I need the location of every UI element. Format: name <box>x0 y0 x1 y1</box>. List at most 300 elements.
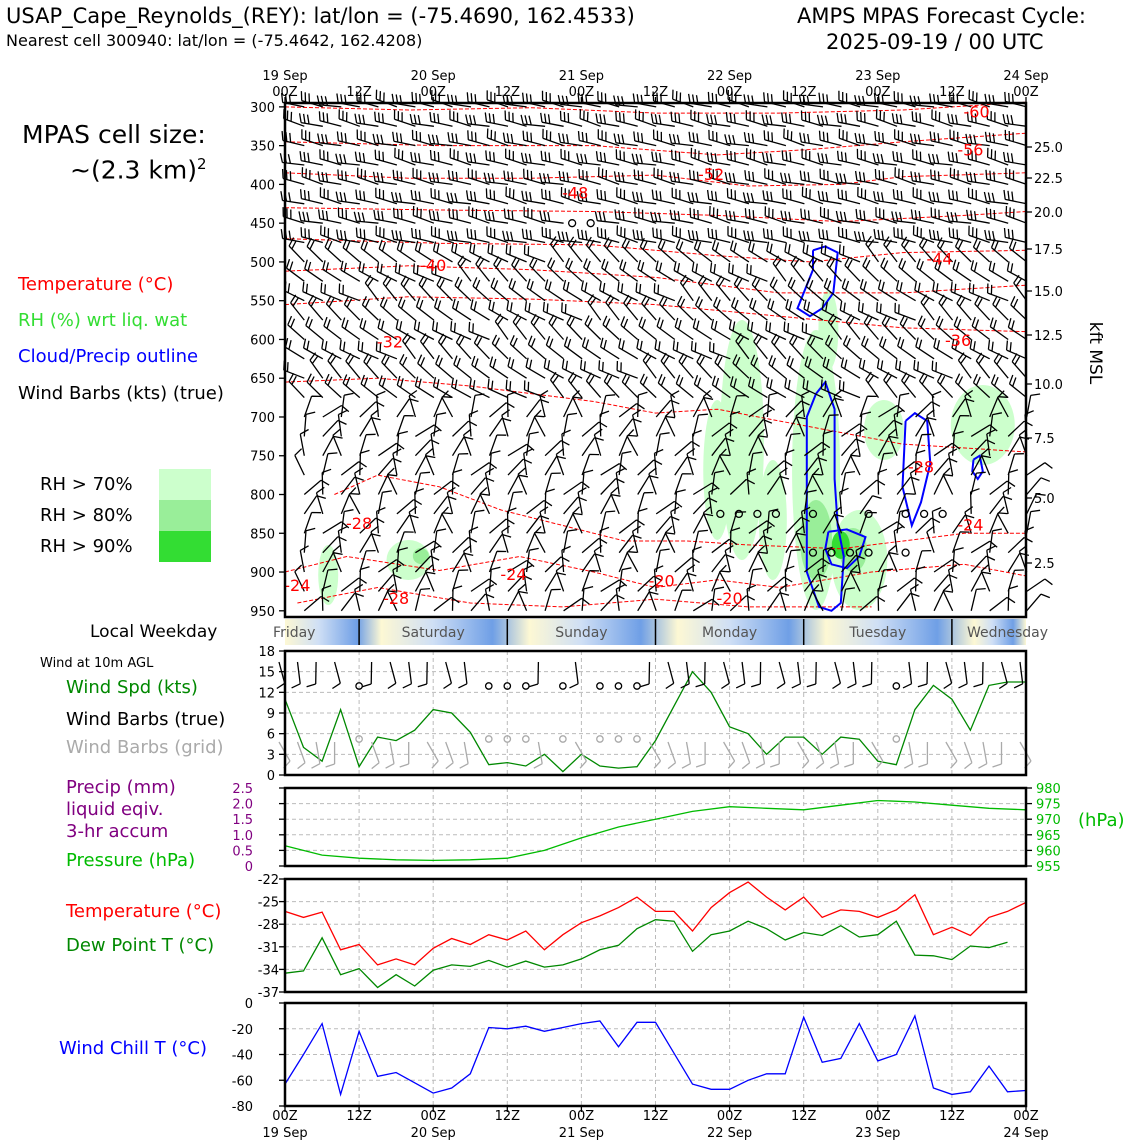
time-tick-hour-bottom: 00Z <box>1013 1109 1039 1124</box>
wind-barb <box>561 111 583 126</box>
calm-wind-marker <box>921 510 928 517</box>
wind-barb <box>1005 228 1027 243</box>
wind-barb <box>957 295 971 320</box>
time-tick-date-top: 21 Sep <box>558 69 604 84</box>
wind-barb <box>556 449 564 476</box>
wind-barb <box>397 432 408 456</box>
wind-barb <box>673 340 693 359</box>
isotherm-label: -32 <box>376 332 404 352</box>
wind-barb <box>1008 318 1026 339</box>
isotherm-label: -56 <box>957 140 984 160</box>
wind-barb <box>953 548 964 572</box>
grid-wind-barb <box>386 742 394 768</box>
surface-wind-barb <box>1014 662 1023 688</box>
grid-wind-barb <box>446 742 454 769</box>
precip-label-2: liquid eqiv. <box>66 799 164 820</box>
wind-barb <box>526 358 545 378</box>
wind-barb <box>601 338 620 359</box>
pressure-tick-label: 955 <box>1036 860 1061 875</box>
wind-barb <box>531 314 545 339</box>
wind-barb <box>912 111 934 126</box>
wind-barb <box>603 316 619 340</box>
wind-barb <box>949 190 972 204</box>
wind-barb <box>673 90 694 107</box>
wind-barb <box>485 113 508 127</box>
precip-tick-label: 0.5 <box>232 844 253 860</box>
wind-barb <box>617 361 638 378</box>
calm-wind-marker <box>902 549 909 556</box>
wind-barb <box>617 225 638 242</box>
wind-barb <box>880 337 898 359</box>
grid-wind-barb <box>298 742 306 769</box>
surface-wind-barbs <box>277 662 1023 689</box>
wind-barb <box>681 275 694 301</box>
wind-barb <box>309 295 323 320</box>
windchill-tick-label: -60 <box>231 1074 253 1090</box>
pressure-tick-label: 965 <box>1036 828 1061 844</box>
grid-wind-barb <box>978 742 986 768</box>
wind-barb <box>545 589 561 610</box>
wind-barb <box>409 391 417 418</box>
surface-wind-barb <box>777 662 785 689</box>
rh-region <box>413 548 429 564</box>
surface-wind-barb <box>307 662 317 687</box>
wind-barb <box>586 373 600 398</box>
wind-barb <box>819 93 842 107</box>
isotherm-label: -28 <box>346 513 373 533</box>
wind-barb <box>508 357 527 378</box>
wind-barb <box>691 148 712 165</box>
wind-barb <box>458 256 471 281</box>
surface-calm-marker <box>486 683 492 689</box>
wind-barb <box>858 187 879 204</box>
wind-barb <box>435 298 453 320</box>
wind-barb <box>469 322 490 340</box>
wind-barb <box>939 295 953 320</box>
wind-barb <box>726 112 749 126</box>
wind-barb <box>624 295 638 320</box>
wind-barb <box>693 318 712 339</box>
wind-barb <box>523 93 546 107</box>
time-tick-hour-top: 00Z <box>865 85 891 100</box>
wind-barb <box>1027 394 1040 417</box>
surface-wind-barb <box>903 662 912 688</box>
time-tick-hour-bottom: 00Z <box>716 1109 743 1124</box>
wind-barb <box>453 299 471 320</box>
wind-barb <box>548 258 564 282</box>
wind-barb <box>764 130 786 145</box>
wind-barb <box>426 449 434 476</box>
legend-cloud: Cloud/Precip outline <box>18 346 199 367</box>
wind-barb <box>846 314 860 339</box>
wind-barb <box>307 374 323 398</box>
wind-barb <box>649 468 657 495</box>
windchill-panel-label: Wind Chill T (°C) <box>59 1038 207 1059</box>
isotherm-contour <box>285 378 1026 452</box>
wind-barb <box>990 597 1015 610</box>
wind-barb <box>467 228 489 242</box>
wind-barb <box>839 129 860 146</box>
wind-barb <box>518 584 527 611</box>
wind-barb <box>863 257 879 281</box>
weekday-name: Wednesday <box>966 625 1049 641</box>
wind-barb <box>879 280 898 301</box>
wind-speed-tick-label: 15 <box>258 665 275 681</box>
wind-barb <box>927 526 935 553</box>
wind-barb <box>472 356 490 378</box>
wind-barb <box>527 432 539 456</box>
wind-barb <box>523 131 545 146</box>
wind-barb <box>415 589 430 611</box>
pressure-tick-label: 300 <box>250 100 275 116</box>
wind-barb <box>1006 206 1027 223</box>
wind-barb <box>397 376 415 398</box>
wind-barb <box>588 295 601 321</box>
wind-barb <box>692 341 712 359</box>
wind-barb <box>302 167 323 184</box>
height-tick-label: 20.0 <box>1034 206 1063 221</box>
wind-barb <box>491 278 508 301</box>
wind-barb <box>518 468 527 495</box>
wind-barb <box>301 227 323 242</box>
wind-barb <box>341 261 360 281</box>
wind-barb <box>840 380 861 398</box>
time-tick-hour-bottom: 00Z <box>568 1109 595 1124</box>
wind-barb <box>490 357 508 379</box>
wind-barb <box>383 276 397 301</box>
wind-barb <box>321 283 341 301</box>
wind-barb <box>661 353 675 378</box>
wind-barb <box>356 190 379 204</box>
wind-barb <box>566 258 582 281</box>
surface-wind-barb <box>444 662 452 689</box>
isotherm-label: -44 <box>926 249 953 269</box>
pressure-tick-label: 900 <box>250 566 275 582</box>
wind-barb <box>490 451 501 475</box>
wind-barb <box>455 277 471 301</box>
surface-wind-barb <box>862 662 871 687</box>
wind-barb <box>449 170 472 184</box>
wind-barb <box>471 394 484 417</box>
wind-barb <box>951 282 971 301</box>
isotherm-contour <box>334 475 1026 549</box>
wind-barb <box>436 355 453 378</box>
wind-barb <box>860 279 878 301</box>
wind-barb <box>452 378 471 398</box>
wind-barbs-true-label: Wind Barbs (true) <box>66 709 226 730</box>
windchill-tick-label: -20 <box>231 1022 253 1038</box>
wind-barb <box>606 295 619 320</box>
wind-barb <box>747 264 768 282</box>
wind-barb <box>860 480 885 494</box>
wind-barb <box>584 259 601 282</box>
wind-barb <box>633 526 641 553</box>
legend-temperature: Temperature (°C) <box>18 274 174 295</box>
wind-barb <box>820 131 842 146</box>
wind-barb <box>619 338 638 358</box>
wind-barb <box>338 169 360 184</box>
wind-barb <box>556 565 564 592</box>
wind-barb <box>914 225 935 242</box>
wind-barb <box>897 593 919 611</box>
wind-barb <box>893 189 915 204</box>
weekday-name: Sunday <box>555 625 608 641</box>
wind-barb <box>988 148 1009 165</box>
wind-barb <box>943 584 952 610</box>
surface-wind-barb <box>918 662 928 687</box>
wind-barb <box>568 237 582 262</box>
wind-barb <box>745 208 767 223</box>
wind-barb <box>889 546 898 573</box>
wind-barb <box>694 240 711 262</box>
forecast-cycle-date: 2025-09-19 / 00 UTC <box>826 30 1044 54</box>
surface-wind-barb <box>792 662 801 688</box>
pressure-tick-label: 975 <box>1036 797 1061 813</box>
time-tick-date-top: 20 Sep <box>410 69 456 84</box>
wind-barb <box>543 129 564 146</box>
wind-barb <box>342 318 360 340</box>
surface-wind-barb <box>292 662 301 688</box>
grid-calm-marker <box>615 736 621 742</box>
wind-barb <box>877 302 897 320</box>
wind-barb <box>375 112 397 127</box>
wind-barb <box>365 275 378 301</box>
time-tick-hour-top: 12Z <box>939 85 965 100</box>
wind-barb <box>652 190 675 204</box>
wind-barb <box>619 452 631 476</box>
time-tick-hour-bottom: 12Z <box>346 1109 372 1124</box>
wind-barb <box>766 321 786 340</box>
surface-wind-barb <box>959 662 968 688</box>
pressure-tick-label: 750 <box>250 449 275 465</box>
grid-wind-barb <box>964 742 972 769</box>
isotherm-label: -24 <box>957 515 984 535</box>
grid-wind-barb <box>742 742 750 769</box>
wind-barb <box>708 190 731 204</box>
wind-barb <box>899 258 916 281</box>
wind-barb <box>287 259 305 281</box>
wind-barb <box>471 510 484 533</box>
wind-barb <box>393 170 415 185</box>
wind-barb <box>990 529 1002 553</box>
wind-barb <box>1005 130 1026 146</box>
surface-wind-barb <box>570 662 579 688</box>
wind-barb <box>767 393 778 417</box>
wind-barb <box>862 336 879 359</box>
wind-barb <box>866 236 879 262</box>
wind-barb <box>487 129 508 146</box>
wind-barb <box>866 372 879 398</box>
temp-tick-label: -25 <box>257 895 279 911</box>
wind-barb <box>838 189 860 204</box>
wind-barb <box>371 410 379 437</box>
wind-barb <box>540 211 564 223</box>
wind-barb <box>400 354 416 378</box>
wind-barb <box>582 470 593 494</box>
time-tick-hour-bottom: 12Z <box>790 1109 817 1124</box>
wind-barb <box>676 239 693 262</box>
height-tick-label: 5.0 <box>1034 492 1055 507</box>
surface-calm-marker <box>634 683 640 689</box>
wind-barb <box>490 567 501 591</box>
surface-wind-barb <box>277 662 285 689</box>
isotherm-label: -28 <box>383 589 410 609</box>
wind-barb <box>750 298 768 320</box>
wind-barb <box>418 355 434 379</box>
wind-barb <box>971 589 986 611</box>
wind-barb <box>310 353 323 379</box>
wind-barb <box>930 131 952 145</box>
wind-barb <box>597 189 619 204</box>
precip-tick-label: 0 <box>244 860 253 875</box>
wind-barb <box>747 148 768 165</box>
wind-barb <box>896 359 916 378</box>
wind-barb <box>841 358 860 379</box>
isotherm-label: -48 <box>562 183 589 203</box>
wind-barb <box>634 131 656 145</box>
wind-barb <box>586 237 600 262</box>
wind-barb <box>379 240 397 262</box>
station-title: USAP_Cape_Reynolds_(REY): lat/lon = (-75.4690, 162.4533) <box>6 4 635 28</box>
wind-barb <box>994 353 1008 378</box>
wind-barb <box>450 148 471 165</box>
wind-barb <box>403 333 416 359</box>
wind-barb <box>540 391 548 417</box>
wind-barb <box>1007 341 1027 359</box>
wind-barb <box>417 298 434 320</box>
wind-barb <box>430 112 453 126</box>
wind-barb <box>355 584 363 610</box>
wind-barb <box>546 336 563 359</box>
wind-barb <box>564 530 577 553</box>
grid-wind-barb <box>904 742 912 768</box>
wind-barb <box>1027 510 1040 533</box>
wind-barb <box>1027 463 1053 475</box>
surface-wind-barb <box>418 662 427 687</box>
wind-barb <box>851 449 861 475</box>
wind-barb <box>525 301 545 320</box>
weekday-name: Friday <box>273 625 316 641</box>
wind-barb <box>339 109 360 126</box>
pressure-tick-label: 950 <box>250 604 275 620</box>
wind-barb <box>375 150 397 165</box>
wind-barb <box>665 526 675 553</box>
surface-wind-barb <box>666 662 674 689</box>
wind-barb <box>809 256 823 281</box>
temp-tick-label: -31 <box>257 940 279 956</box>
wind-barb <box>346 353 360 378</box>
wind-barb <box>303 282 323 301</box>
wind-barb <box>657 317 675 339</box>
wind-barb <box>802 187 823 204</box>
wind-barb <box>355 468 363 494</box>
wind-speed-tick-label: 6 <box>266 727 275 743</box>
wind-barb <box>564 413 577 436</box>
wind-barb <box>397 240 415 262</box>
wind-barb <box>918 316 934 340</box>
surface-wind-barb <box>751 662 760 687</box>
isotherm-label: -40 <box>420 255 447 275</box>
height-tick-label: 7.5 <box>1034 432 1055 447</box>
wind-barb <box>527 548 539 572</box>
wind-barb <box>902 237 916 262</box>
wind-barb <box>714 297 731 320</box>
pressure-tick-label: 850 <box>250 527 275 543</box>
weekday-name: Monday <box>701 625 758 641</box>
wind-barb <box>769 355 786 378</box>
wind-barb <box>284 361 305 379</box>
wind-barb <box>895 303 916 320</box>
height-axis-title: kft MSL <box>1085 321 1105 385</box>
wind-barb <box>288 316 305 339</box>
cell-size-number: ~(2.3 km) <box>70 155 197 185</box>
wind-barb <box>476 256 490 281</box>
calm-wind-marker <box>569 220 576 227</box>
wind-barb <box>495 314 508 340</box>
wind-barb <box>727 150 749 165</box>
height-tick-label: 22.5 <box>1034 172 1063 187</box>
wind-barb <box>765 206 786 223</box>
surface-wind-barb <box>332 662 340 689</box>
pressure-tick-label: 350 <box>250 139 275 155</box>
wind-barb <box>301 189 323 204</box>
height-tick-label: 25.0 <box>1034 141 1063 156</box>
wind-barb <box>339 284 360 301</box>
wind-barb <box>1027 594 1050 611</box>
wind-barb <box>471 299 490 320</box>
wind-barb <box>434 529 446 553</box>
wind-10m-label: Wind at 10m AGL <box>40 656 154 671</box>
wind-barb <box>433 321 453 340</box>
wind-barb <box>857 111 879 126</box>
wind-barb <box>859 302 879 321</box>
wind-barb <box>563 280 582 301</box>
grid-wind-barb <box>816 742 824 769</box>
wind-barb <box>602 259 620 281</box>
precip-tick-label: 1.0 <box>232 828 253 844</box>
surface-calm-marker <box>893 683 899 689</box>
height-tick-label: 12.5 <box>1034 329 1063 344</box>
pressure-tick-label: 600 <box>250 333 275 349</box>
wind-barb <box>323 260 342 281</box>
temp-tick-label: -22 <box>257 873 279 888</box>
time-tick-hour-bottom: 00Z <box>420 1109 446 1124</box>
nearest-cell-info: Nearest cell 300940: lat/lon = (-75.4642, 162.4208) <box>6 31 423 50</box>
surface-calm-marker <box>560 683 566 689</box>
wind-barb <box>579 131 601 146</box>
grid-wind-barb <box>682 742 690 768</box>
wind-barb <box>881 258 897 282</box>
wind-barb <box>356 228 378 243</box>
grid-wind-barb <box>756 742 764 768</box>
wind-barb <box>378 491 391 514</box>
wind-barb <box>791 256 804 281</box>
wind-barb <box>856 209 878 223</box>
wind-barb <box>895 167 916 184</box>
wind-barb <box>643 353 656 378</box>
wind-barb <box>840 488 849 514</box>
time-tick-hour-top: 12Z <box>790 85 817 100</box>
wind-barb <box>510 335 526 359</box>
pressure-tick-label: 800 <box>250 488 275 504</box>
time-tick-hour-top: 00Z <box>272 85 298 100</box>
wind-barb <box>884 237 897 262</box>
wind-barb <box>573 391 582 418</box>
wind-barb <box>304 412 315 436</box>
grid-wind-barb <box>312 742 320 768</box>
wind-barb <box>506 187 527 204</box>
weekday-label: Local Weekday <box>90 622 218 642</box>
